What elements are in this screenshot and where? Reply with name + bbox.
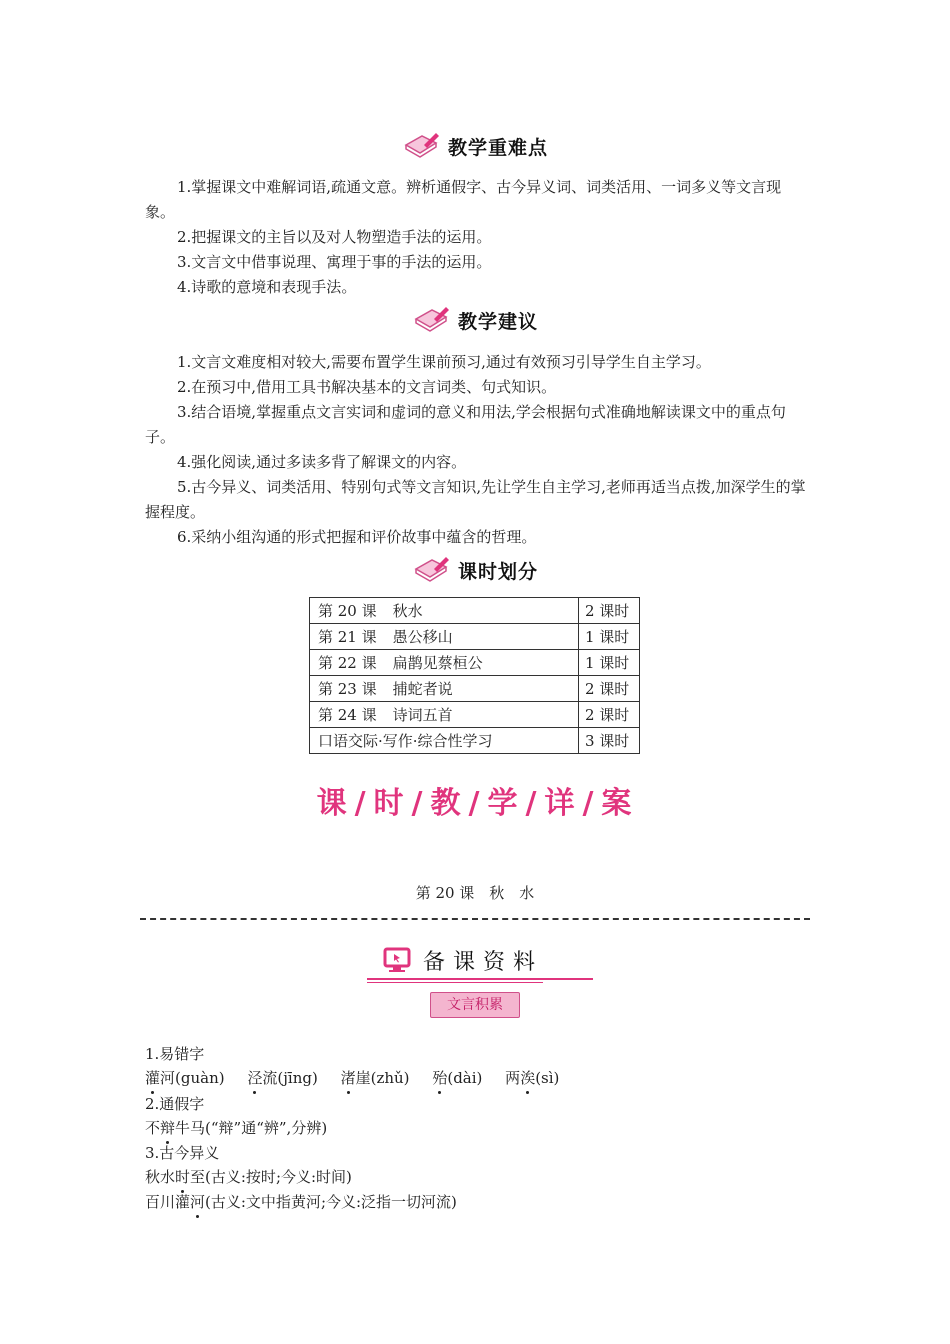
table-cell: 第 23 课 捕蛇者说 (310, 676, 579, 702)
divider (367, 978, 593, 980)
table-cell: 2 课时 (579, 676, 640, 702)
table-cell: 1 课时 (579, 624, 640, 650)
table-row (310, 676, 640, 702)
table-row (310, 598, 640, 624)
table-cell: 第 24 课 诗词五首 (310, 702, 579, 728)
table-cell: 2 课时 (579, 702, 640, 728)
paragraph: 4.诗歌的意境和表现手法。 (177, 278, 357, 296)
table-row (310, 650, 640, 676)
section-title: 教学重难点 (447, 136, 548, 159)
paragraph: 5.古今异义、词类活用、特别句式等文言知识,先让学生自主学习,老师再适当点拨,加深学生的掌握程度。 (145, 478, 806, 521)
note-line: 百川灌河(古义:文中指黄河;今义:泛指一切河流) (145, 1190, 457, 1215)
paragraph: 1.文言文难度相对较大,需要布置学生课前预习,通过有效预习引导学生自主学习。 (177, 353, 711, 371)
typo-item: 殆(dài) (432, 1069, 482, 1087)
table-cell: 2 课时 (579, 598, 640, 624)
table-cell: 口语交际·写作·综合性学习 (310, 728, 579, 754)
section-header-teaching-suggestions (0, 303, 950, 337)
category-tag: 文言积累 (430, 992, 520, 1018)
schedule-table (309, 597, 640, 754)
paragraph: 3.结合语境,掌握重点文言实词和虚词的意义和用法,学会根据句式准确地解读课文中的重点句子。 (145, 403, 786, 446)
table-row (310, 728, 640, 754)
prep-title: 备课资料 (423, 949, 544, 975)
section-title: 教学建议 (457, 310, 538, 333)
prep-header (383, 942, 543, 978)
paragraph: 2.把握课文的主旨以及对人物塑造手法的运用。 (177, 228, 492, 246)
table-row (310, 624, 640, 650)
typo-item: 两涘(sì) (505, 1069, 559, 1087)
paragraph: 3.文言文中借事说理、寓理于事的手法的运用。 (177, 253, 492, 271)
book-pen-icon (412, 305, 452, 335)
paragraph: 4.强化阅读,通过多读多背了解课文的内容。 (177, 453, 467, 471)
monitor-icon (383, 947, 411, 973)
book-pen-icon (402, 131, 442, 161)
dashed-divider (140, 918, 810, 920)
typo-item: 渚崖(zhǔ) (341, 1069, 410, 1087)
typo-list (145, 1066, 559, 1091)
paragraph: 2.在预习中,借用工具书解决基本的文言词类、句式知识。 (177, 378, 557, 396)
note-heading: 2.通假字 (145, 1095, 205, 1113)
section-header-schedule (0, 553, 950, 587)
table-cell: 第 20 课 秋水 (310, 598, 579, 624)
table-row (310, 702, 640, 728)
banner-title: 课 / 时 / 教 / 学 / 详 / 案 (316, 786, 634, 821)
note-line: 秋水时至(古义:按时;今义:时间) (145, 1165, 352, 1190)
section-title: 课时划分 (457, 560, 538, 583)
table-cell: 1 课时 (579, 650, 640, 676)
paragraph: 6.采纳小组沟通的形式把握和评价故事中蕴含的哲理。 (177, 528, 537, 546)
paragraph: 1.掌握课文中难解词语,疏通文意。辨析通假字、古今异义词、词类活用、一词多义等文言现象。 (145, 178, 782, 221)
lesson-title: 第 20 课 秋 水 (415, 884, 535, 902)
note-line: 不辩牛马(“辩”通“辨”,分辨) (145, 1116, 327, 1141)
note-heading: 3.古今异义 (145, 1144, 220, 1162)
note-heading: 1.易错字 (145, 1045, 205, 1063)
table-cell: 3 课时 (579, 728, 640, 754)
table-cell: 第 22 课 扁鹊见蔡桓公 (310, 650, 579, 676)
divider (367, 982, 543, 983)
typo-item: 泾流(jīng) (247, 1069, 317, 1087)
table-cell: 第 21 课 愚公移山 (310, 624, 579, 650)
typo-item: 灌河(guàn) (145, 1069, 225, 1087)
book-pen-icon (412, 555, 452, 585)
section-header-key-points (0, 129, 950, 163)
